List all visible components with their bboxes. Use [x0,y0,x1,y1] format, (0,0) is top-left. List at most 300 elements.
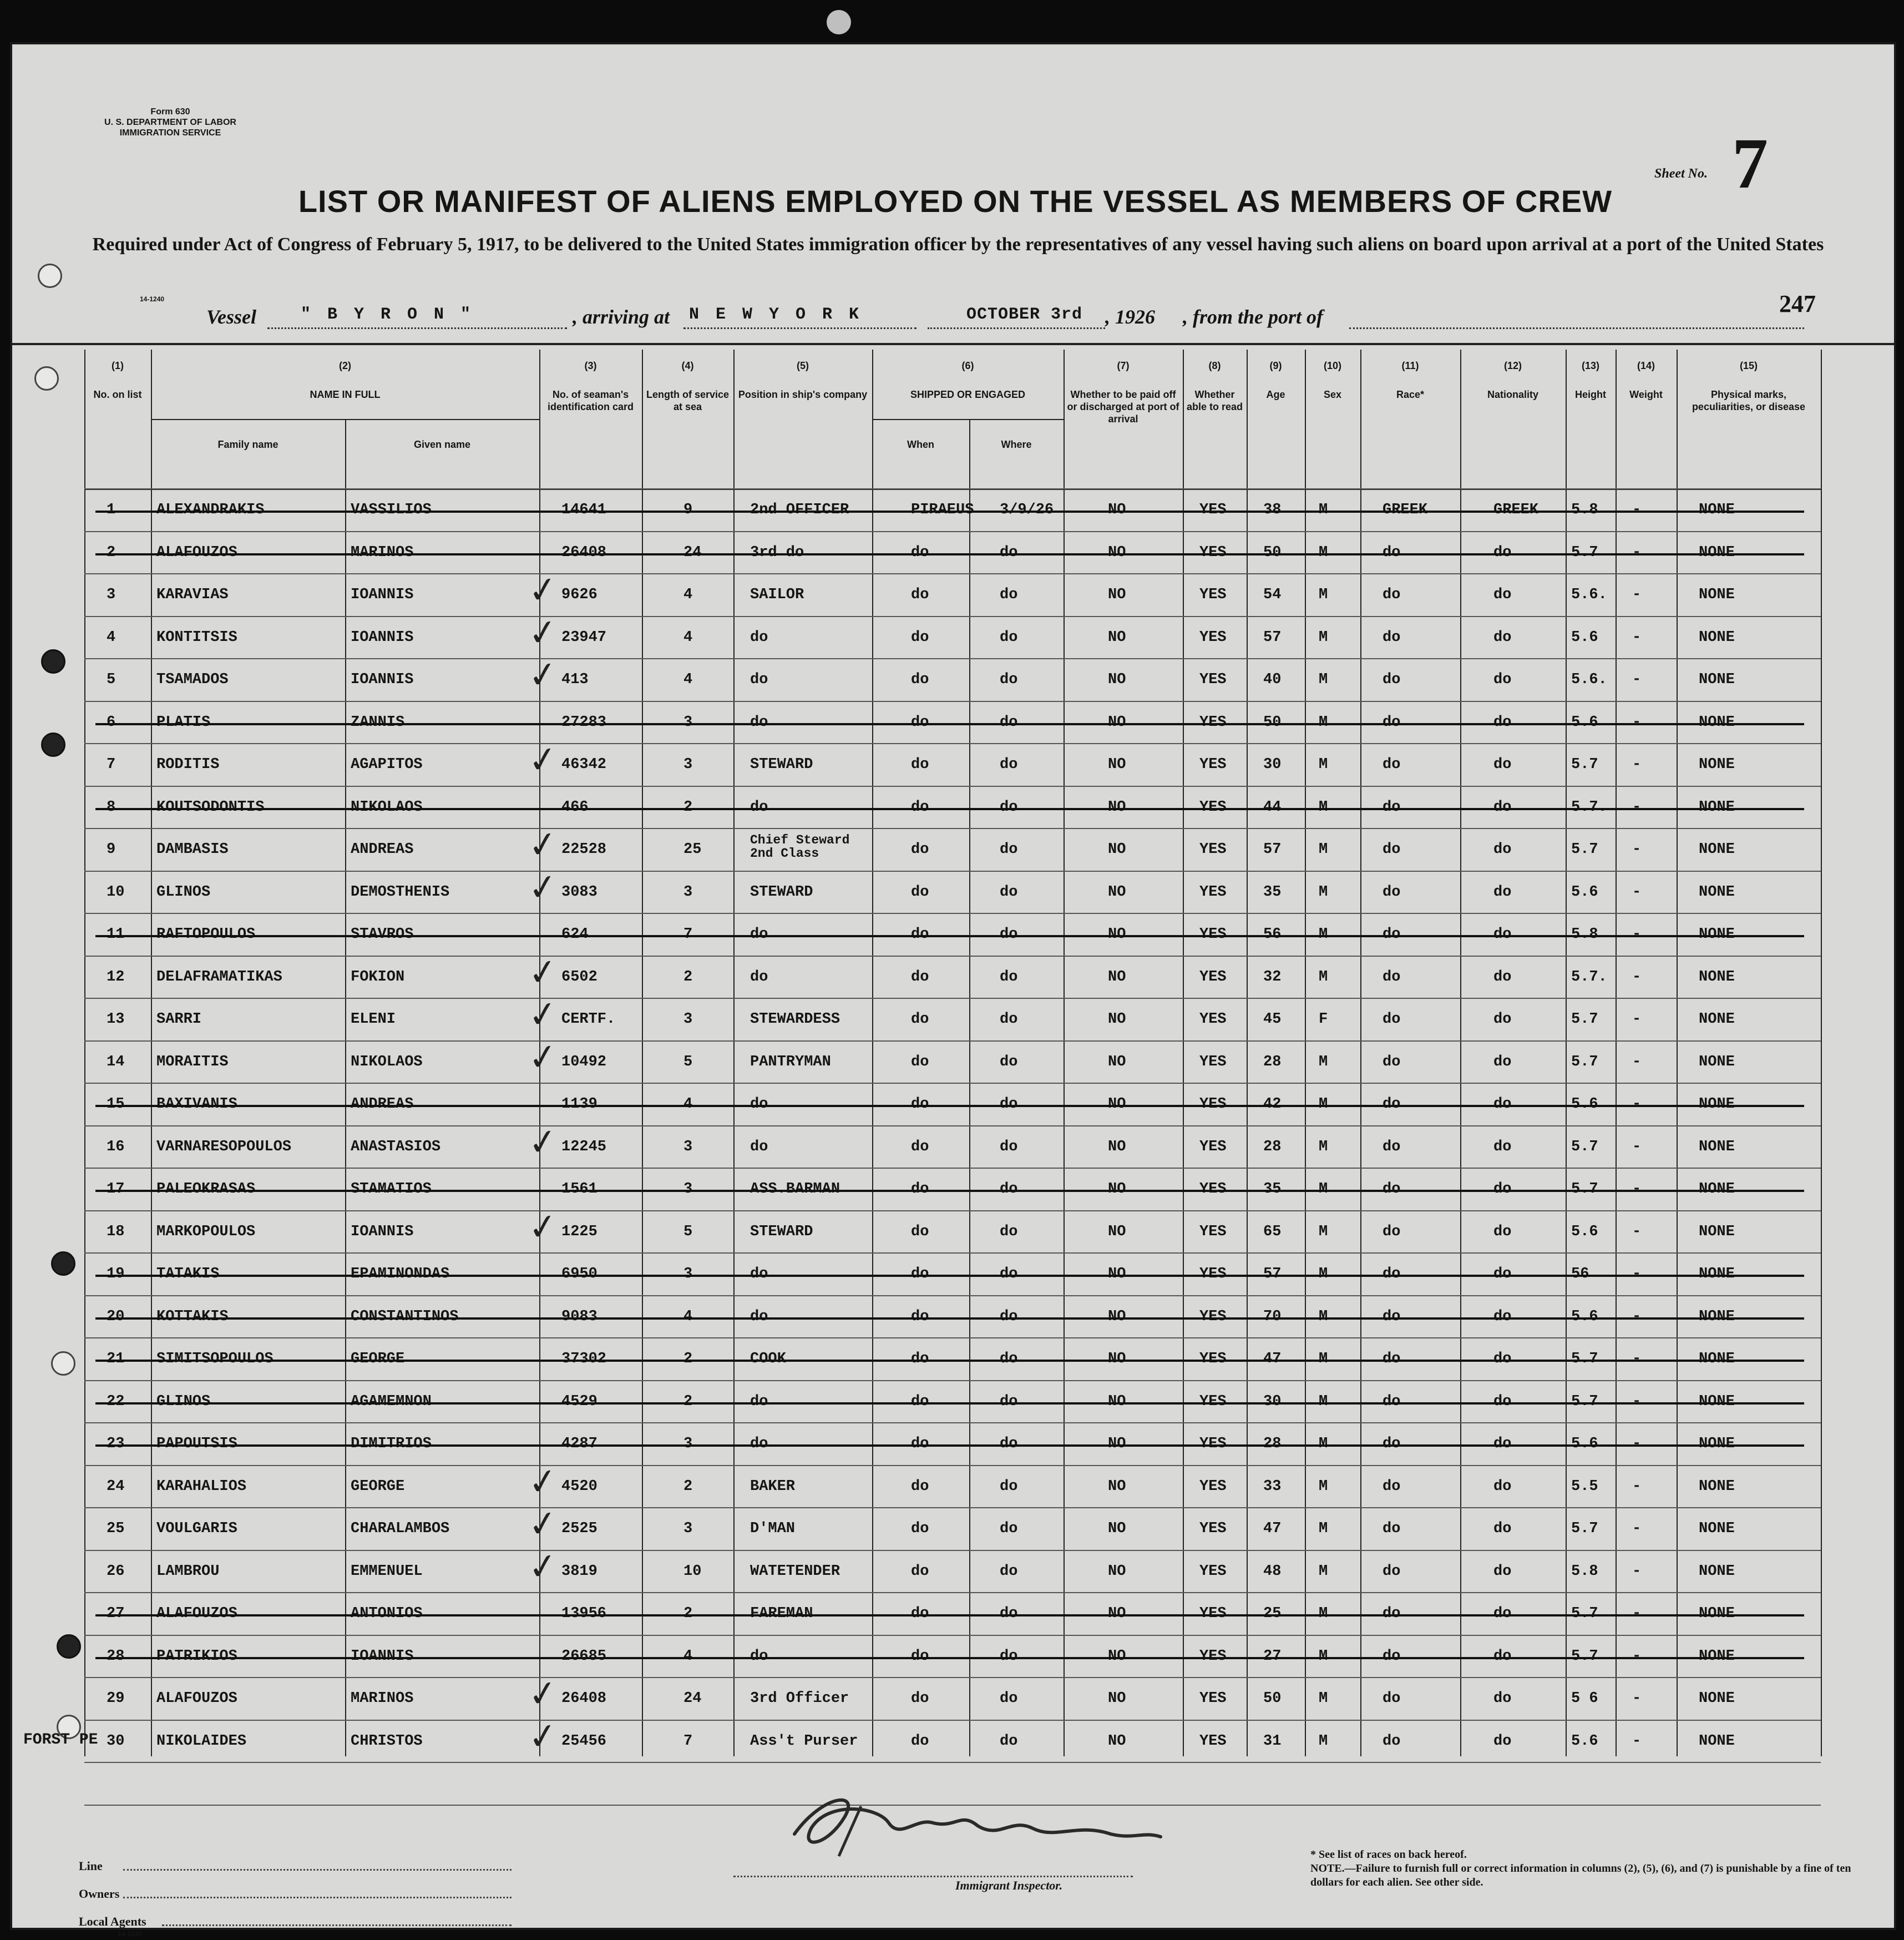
cell-nationality: do [1493,1520,1512,1537]
cell-height: 5.7 [1571,1053,1598,1070]
column-header: Whether able to read [1186,389,1243,412]
cell-family: GLINOS [156,883,211,901]
cell-marks: NONE [1699,756,1735,773]
page-number: 247 [1779,290,1816,317]
row-rule [84,913,1821,914]
cell-height: 5.7 [1571,1138,1598,1155]
cell-sex: M [1319,502,1328,518]
cell-age: 44 [1263,799,1282,816]
cell-no: 6 [107,714,116,731]
cell-marks: NONE [1699,1732,1735,1750]
cell-given: VASSILIOS [351,502,432,518]
cell-where: do [1000,1648,1018,1665]
cell-no: 13 [107,1011,125,1028]
column-number: (13) [1581,360,1599,371]
cell-where: do [1000,671,1018,688]
cell-card: 6950 [561,1266,597,1282]
cell-nationality: do [1493,1478,1512,1495]
cell-card: 26685 [561,1648,607,1665]
row-rule [84,1125,1821,1126]
cell-card: 37302 [561,1351,607,1367]
cell-read: YES [1199,502,1227,518]
cell-nationality: do [1493,1138,1512,1155]
cell-when: do [911,629,929,646]
cell-no: 9 [107,841,116,858]
row-rule [84,616,1821,617]
cell-age: 28 [1263,1436,1282,1452]
row-rule [84,1422,1821,1423]
column-number: (11) [1401,360,1419,371]
cell-card: 466 [561,799,589,816]
punch-hole [41,649,65,674]
cell-height: 56 [1571,1266,1589,1282]
row-rule [84,531,1821,532]
cell-when: do [911,1011,929,1028]
cell-weight: - [1632,1436,1642,1452]
cell-height: 5.6 [1571,1436,1598,1452]
cell-nationality: do [1493,1605,1512,1622]
column-subheader: When [907,439,934,450]
cell-height: 5.7 [1571,1351,1598,1367]
row-rule [84,1592,1821,1593]
cell-given: NIKOLAOS [351,799,423,816]
cell-weight: - [1632,968,1642,986]
cell-where: do [1000,544,1018,561]
cell-race: do [1383,1181,1401,1198]
cell-marks: NONE [1699,671,1735,688]
row-rule [84,1083,1821,1084]
table-row [84,992,1821,1038]
cell-age: 35 [1263,883,1282,901]
cell-family: PATRIKIOS [156,1648,237,1665]
row-rule [84,1337,1821,1338]
table-row [84,1502,1821,1547]
table-row [84,1648,1821,1670]
cell-no: 11 [107,926,125,943]
cell-height: 5.7 [1571,1393,1598,1410]
cell-age: 65 [1263,1223,1282,1240]
cell-height: 5.8 [1571,1563,1598,1580]
punch-hole [38,264,62,288]
cell-position: do [750,671,768,688]
cell-service: 5 [683,1223,693,1240]
column-header: Physical marks, peculiarities, or disease [1692,389,1806,412]
cell-marks: NONE [1699,1393,1735,1410]
cell-position: do [750,714,768,731]
cell-family: ALAFOUZOS [156,544,237,561]
cell-weight: - [1632,1520,1642,1537]
cell-age: 47 [1263,1520,1282,1537]
cell-card: 1139 [561,1096,597,1113]
cell-paid: NO [1108,1181,1126,1198]
cell-where: do [1000,1520,1018,1537]
cell-no: 27 [107,1605,125,1622]
cell-family: KONTITSIS [156,629,237,646]
cell-marks: NONE [1699,926,1735,943]
cell-card: 10492 [561,1053,607,1070]
inspector-signature [778,1784,1166,1862]
cell-card: 46342 [561,756,607,773]
cell-no: 15 [107,1096,125,1113]
cell-when: do [911,714,929,731]
cell-read: YES [1199,1223,1227,1240]
cell-race: do [1383,671,1401,688]
column-number: (5) [797,360,809,371]
cell-age: 25 [1263,1605,1282,1622]
check-mark-icon: ✓ [525,1714,561,1759]
cell-given: ZANNIS [351,714,405,731]
cell-no: 5 [107,671,116,688]
cell-position: FAREMAN [750,1605,813,1622]
cell-family: DAMBASIS [156,841,229,858]
check-mark-icon: ✓ [525,1671,561,1717]
check-mark-icon: ✓ [525,1502,561,1547]
cell-nationality: do [1493,1011,1512,1028]
cell-service: 24 [683,1690,702,1707]
cell-race: do [1383,1351,1401,1367]
binder-hole [827,10,851,34]
cell-where: do [1000,587,1018,603]
check-mark-icon: ✓ [525,865,561,910]
table-row [84,1035,1821,1080]
column-number: (3) [584,360,597,371]
cell-read: YES [1199,1436,1227,1452]
row-rule [84,701,1821,702]
cell-when: do [911,1563,929,1580]
cell-marks: NONE [1699,1351,1735,1367]
column-header: Position in ship's company [738,389,868,400]
cell-service: 3 [683,1436,693,1452]
cell-read: YES [1199,1053,1227,1070]
cell-marks: NONE [1699,799,1735,816]
cell-card: 413 [561,671,589,688]
table-row [84,1436,1821,1458]
cell-age: 70 [1263,1308,1282,1325]
cell-service: 3 [683,883,693,901]
cell-age: 50 [1263,544,1282,561]
column-header: Height [1575,389,1606,400]
agents-dotted [162,1924,512,1926]
cell-card: 6502 [561,968,597,986]
cell-service: 4 [683,587,693,603]
cell-race: do [1383,1520,1401,1537]
cell-race: do [1383,1096,1401,1113]
cell-paid: NO [1108,714,1126,731]
group-rule [872,419,1064,420]
row-rule [84,488,1821,489]
table-row [84,1544,1821,1589]
cell-no: 22 [107,1393,125,1410]
cell-given: CONSTANTINOS [351,1308,459,1325]
cell-when: do [911,799,929,816]
row-rule [84,998,1821,999]
cell-when: do [911,1266,929,1282]
row-rule [84,743,1821,744]
footer-notes [1310,1848,1854,1890]
cell-race: do [1383,1266,1401,1282]
table-row [84,865,1821,910]
cell-race: do [1383,799,1401,816]
vessel-label: Vessel [206,306,256,328]
cell-given: ANTONIOS [351,1605,423,1622]
cell-nationality: do [1493,544,1512,561]
row-rule [84,1295,1821,1296]
cell-paid: NO [1108,1605,1126,1622]
row-rule [84,828,1821,829]
cell-nationality: do [1493,1308,1512,1325]
cell-nationality: do [1493,714,1512,731]
cell-card: 1225 [561,1223,597,1240]
cell-weight: - [1632,883,1642,901]
cell-when: PIRAEUS [911,502,974,518]
cell-position: 3rd Officer [750,1690,849,1707]
check-mark-icon: ✓ [525,822,561,868]
cell-marks: NONE [1699,1266,1735,1282]
cell-race: do [1383,1138,1401,1155]
cell-when: do [911,544,929,561]
row-rule [84,658,1821,659]
cell-nationality: do [1493,968,1512,986]
cell-nationality: do [1493,1436,1512,1452]
cell-where: do [1000,1605,1018,1622]
cell-weight: - [1632,502,1642,518]
cell-race: do [1383,629,1401,646]
column-number: (7) [1117,360,1130,371]
cell-card: 13956 [561,1605,607,1622]
cell-race: do [1383,587,1401,603]
cell-given: NIKOLAOS [351,1053,423,1070]
cell-when: do [911,1690,929,1707]
cell-read: YES [1199,799,1227,816]
cell-when: do [911,587,929,603]
cell-when: do [911,1732,929,1750]
cell-no: 1 [107,502,116,518]
cell-service: 2 [683,1351,693,1367]
cell-position: do [750,1648,768,1665]
cell-family: MORAITIS [156,1053,229,1070]
punch-hole [51,1251,75,1276]
cell-nationality: do [1493,1732,1512,1750]
cell-age: 57 [1263,841,1282,858]
cell-where: do [1000,1308,1018,1325]
cell-sex: M [1319,1096,1328,1113]
cell-paid: NO [1108,1266,1126,1282]
cell-given: STAVROS [351,926,414,943]
cell-nationality: do [1493,1690,1512,1707]
vessel-dotted-line [267,327,567,329]
cell-no: 29 [107,1690,125,1707]
row-rule [84,786,1821,787]
cell-where: do [1000,1096,1018,1113]
cell-read: YES [1199,1690,1227,1707]
footer [12,1776,1894,1938]
cell-nationality: do [1493,1181,1512,1198]
column-header: Nationality [1487,389,1538,400]
cell-position: do [750,1393,768,1410]
check-mark-icon: ✓ [525,1205,561,1250]
row-rule [84,1635,1821,1636]
form-identifier [90,107,251,138]
cell-sex: M [1319,714,1328,731]
cell-sex: M [1319,1605,1328,1622]
page-subtitle: Required under Act of Congress of February 5, 1917, to be delivered to the United States immigration officer by the representatives of any vessel having such aliens on board upon arrival at a port of the United States [92,234,1824,255]
cell-service: 4 [683,1096,693,1113]
cell-race: do [1383,1053,1401,1070]
cell-weight: - [1632,799,1642,816]
cell-family: VOULGARIS [156,1520,237,1537]
cell-no: 23 [107,1436,125,1452]
strike-through-line [95,1360,1804,1362]
cell-position: STEWARDESS [750,1011,840,1028]
sheet-label: Sheet No. [1654,166,1708,181]
cell-position: WATETENDER [750,1563,840,1580]
cell-no: 19 [107,1266,125,1282]
check-mark-icon: ✓ [525,1544,561,1589]
cell-age: 57 [1263,1266,1282,1282]
races-note: * See list of races on back hereof. [1310,1848,1467,1861]
cell-where: do [1000,1053,1018,1070]
cell-marks: NONE [1699,968,1735,986]
arrival-date: OCTOBER 3rd [966,305,1083,324]
cell-given: IOANNIS [351,587,414,603]
crew-table [84,350,1821,1759]
cell-card: 26408 [561,544,607,561]
table-row [84,1714,1821,1759]
cell-where: do [1000,1563,1018,1580]
table-row [84,1096,1821,1118]
cell-given: ANDREAS [351,841,414,858]
margin-note: FORST PE [23,1731,98,1749]
cell-when: do [911,1393,929,1410]
column-number: (15) [1739,360,1758,371]
cell-card: 14641 [561,502,607,518]
cell-when: do [911,671,929,688]
table-row [84,799,1821,821]
cell-given: MARINOS [351,544,414,561]
cell-marks: NONE [1699,502,1735,518]
cell-no: 21 [107,1351,125,1367]
cell-family: NIKOLAIDES [156,1732,247,1750]
cell-age: 31 [1263,1732,1282,1750]
cell-sex: M [1319,841,1328,858]
cell-height: 5.7. [1571,968,1607,986]
cell-marks: NONE [1699,1011,1735,1028]
table-row [84,926,1821,948]
cell-marks: NONE [1699,587,1735,603]
cell-given: IOANNIS [351,629,414,646]
cell-paid: NO [1108,799,1126,816]
arrival-port: N E W Y O R K [689,305,863,324]
cell-given: CHARALAMBOS [351,1520,450,1537]
cell-height: 5.7 [1571,1648,1598,1665]
cell-age: 47 [1263,1351,1282,1367]
cell-weight: - [1632,1011,1642,1028]
column-number: (14) [1637,360,1655,371]
cell-read: YES [1199,968,1227,986]
cell-sex: M [1319,799,1328,816]
strike-through-line [95,1402,1804,1405]
cell-service: 4 [683,1648,693,1665]
cell-weight: - [1632,629,1642,646]
cell-paid: NO [1108,1138,1126,1155]
cell-family: PALEOKRASAS [156,1181,256,1198]
cell-given: ANDREAS [351,1096,414,1113]
cell-height: 5.7 [1571,1605,1598,1622]
cell-family: MARKOPOULOS [156,1223,256,1240]
cell-where: 3/9/26 [1000,502,1054,518]
cell-no: 30 [107,1732,125,1750]
cell-service: 4 [683,1308,693,1325]
cell-read: YES [1199,756,1227,773]
strike-through-line [95,1614,1804,1616]
column-header: Whether to be paid off or discharged at port of arrival [1067,389,1179,425]
cell-given: MARINOS [351,1690,414,1707]
cell-family: SIMITSOPOULOS [156,1351,274,1367]
cell-no: 24 [107,1478,125,1495]
sheet-number: 7 [1732,124,1768,204]
cell-service: 2 [683,1393,693,1410]
column-header: Length of service at sea [646,389,730,412]
page-title: LIST OR MANIFEST OF ALIENS EMPLOYED ON THE VESSEL AS MEMBERS OF CREW [298,184,1613,219]
cell-card: 27283 [561,714,607,731]
cell-service: 24 [683,544,702,561]
table-row [84,1120,1821,1165]
department: U. S. DEPARTMENT OF LABOR [104,118,236,127]
row-rule [84,1380,1821,1381]
cell-read: YES [1199,1308,1227,1325]
cell-service: 5 [683,1053,693,1070]
punch-hole [34,366,59,391]
cell-paid: NO [1108,544,1126,561]
cell-sex: M [1319,587,1328,603]
cell-marks: NONE [1699,1690,1735,1707]
cell-given: AGAMEMNON [351,1393,432,1410]
cell-no: 10 [107,883,125,901]
cell-weight: - [1632,1181,1642,1198]
column-subheader: Given name [413,439,471,450]
from-port-dotted-line [1349,327,1804,329]
cell-no: 3 [107,587,116,603]
cell-marks: NONE [1699,1308,1735,1325]
cell-height: 5.6 [1571,1096,1598,1113]
table-row [84,568,1821,613]
cell-weight: - [1632,1563,1642,1580]
column-rule [969,419,970,1756]
cell-weight: - [1632,671,1642,688]
cell-no: 20 [107,1308,125,1325]
cell-weight: - [1632,1648,1642,1665]
port-dotted-line [683,327,916,329]
cell-sex: M [1319,1563,1328,1580]
cell-marks: NONE [1699,1436,1735,1452]
cell-nationality: do [1493,1648,1512,1665]
agents-code: 14-1240 [118,1930,143,1938]
cell-paid: NO [1108,1732,1126,1750]
cell-given: IOANNIS [351,1648,414,1665]
cell-paid: NO [1108,1648,1126,1665]
check-mark-icon: ✓ [525,1035,561,1080]
table-row [84,653,1821,698]
cell-marks: NONE [1699,1648,1735,1665]
cell-marks: NONE [1699,714,1735,731]
strike-through-line [95,1190,1804,1192]
cell-age: 30 [1263,1393,1282,1410]
strike-through-line [95,1444,1804,1447]
row-rule [84,1252,1821,1254]
cell-when: do [911,1181,929,1198]
cell-card: 12245 [561,1138,607,1155]
strike-through-line [95,723,1804,725]
